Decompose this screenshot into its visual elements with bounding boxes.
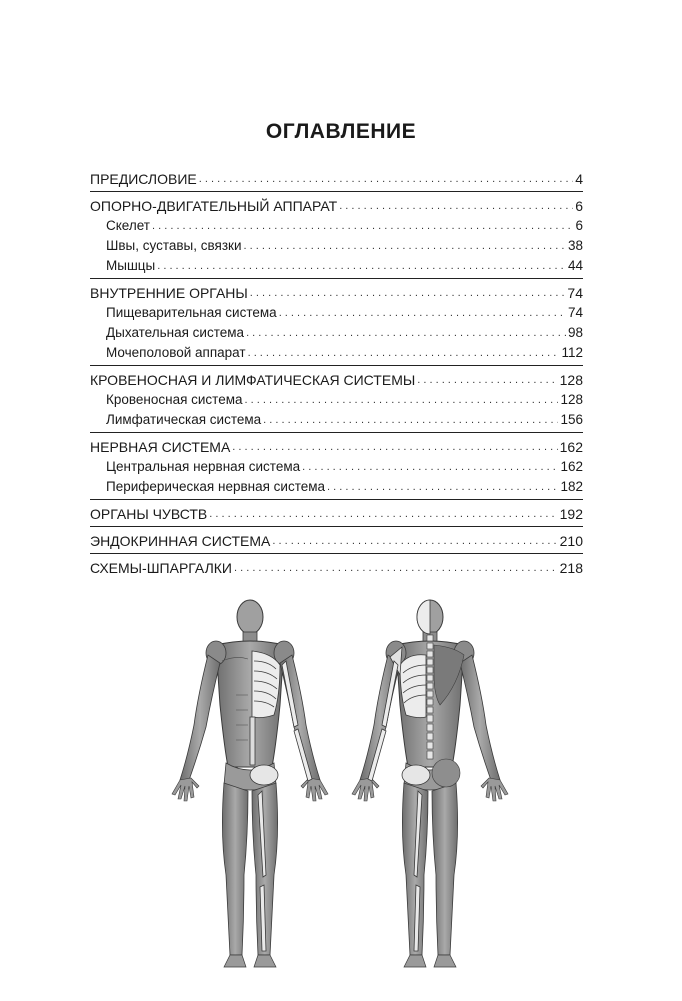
toc-label: Периферическая нервная система	[106, 479, 326, 494]
toc-label: НЕРВНАЯ СИСТЕМА	[90, 439, 231, 455]
anatomy-illustration	[140, 585, 540, 985]
toc-subsection[interactable]	[90, 215, 583, 235]
toc-section[interactable]	[90, 557, 583, 577]
toc-subsection[interactable]	[90, 389, 583, 409]
dot-leader	[417, 371, 557, 389]
section-divider	[90, 526, 583, 527]
dot-leader	[199, 170, 573, 188]
toc-label: ПРЕДИСЛОВИЕ	[90, 171, 197, 187]
dot-leader	[234, 559, 558, 577]
dot-leader	[263, 411, 558, 429]
toc-label: ВНУТРЕННИЕ ОРГАНЫ	[90, 285, 248, 301]
dot-leader	[279, 304, 566, 322]
toc-label: ОПОРНО-ДВИГАТЕЛЬНЫЙ АППАРАТ	[90, 198, 338, 214]
toc-subsection[interactable]	[90, 456, 583, 476]
dot-leader	[272, 532, 557, 550]
toc-page-number: 210	[559, 533, 583, 549]
table-of-contents	[90, 168, 583, 577]
dot-leader	[246, 324, 566, 342]
toc-subsection[interactable]	[90, 235, 583, 255]
toc-label: Кровеносная система	[106, 392, 243, 407]
dot-leader	[152, 217, 573, 235]
toc-page-number: 128	[559, 372, 583, 388]
toc-section[interactable]	[90, 168, 583, 188]
toc-page-number: 162	[560, 459, 583, 474]
toc-label: КРОВЕНОСНАЯ И ЛИМФАТИЧЕСКАЯ СИСТЕМЫ	[90, 372, 416, 388]
toc-label: Швы, суставы, связки	[106, 238, 242, 253]
dot-leader	[243, 237, 565, 255]
section-divider	[90, 432, 583, 433]
toc-subsection[interactable]	[90, 322, 583, 342]
toc-section[interactable]	[90, 436, 583, 456]
dot-leader	[209, 505, 557, 523]
toc-subsection[interactable]	[90, 476, 583, 496]
toc-label: Дыхательная система	[106, 325, 245, 340]
toc-label: Лимфатическая система	[106, 412, 262, 427]
section-divider	[90, 553, 583, 554]
dot-leader	[245, 391, 559, 409]
toc-page-number: 6	[575, 198, 583, 214]
toc-section[interactable]	[90, 530, 583, 550]
toc-page-number: 112	[561, 345, 583, 360]
section-divider	[90, 191, 583, 192]
toc-page-number: 156	[560, 412, 583, 427]
toc-section[interactable]	[90, 195, 583, 215]
toc-page-number: 98	[567, 325, 583, 340]
toc-label: Скелет	[106, 218, 150, 233]
section-divider	[90, 365, 583, 366]
toc-page-number: 192	[559, 506, 583, 522]
toc-subsection[interactable]	[90, 409, 583, 429]
toc-page-number: 128	[560, 392, 583, 407]
dot-leader	[157, 257, 566, 275]
toc-page-number: 38	[567, 238, 583, 253]
toc-label: Пищеварительная система	[106, 305, 277, 320]
toc-subsection[interactable]	[90, 342, 583, 362]
toc-subsection[interactable]	[90, 302, 583, 322]
toc-section[interactable]	[90, 369, 583, 389]
dot-leader	[232, 438, 557, 456]
toc-subsection[interactable]	[90, 255, 583, 275]
toc-label: СХЕМЫ-ШПАРГАЛКИ	[90, 560, 232, 576]
toc-label: Мочеполовой аппарат	[106, 345, 246, 360]
dot-leader	[302, 458, 558, 476]
dot-leader	[327, 478, 558, 496]
toc-page-number: 4	[575, 171, 583, 187]
section-divider	[90, 278, 583, 279]
human-anatomy-icon	[140, 585, 540, 985]
toc-label: ЭНДОКРИННАЯ СИСТЕМА	[90, 533, 271, 549]
toc-label: Мышцы	[106, 258, 156, 273]
toc-page-number: 162	[559, 439, 583, 455]
toc-label: ОРГАНЫ ЧУВСТВ	[90, 506, 208, 522]
dot-leader	[248, 344, 560, 362]
section-divider	[90, 499, 583, 500]
toc-section[interactable]	[90, 282, 583, 302]
toc-label: Центральная нервная система	[106, 459, 301, 474]
toc-page-number: 74	[567, 285, 583, 301]
toc-page-number: 182	[560, 479, 583, 494]
toc-section[interactable]	[90, 503, 583, 523]
toc-page-number: 218	[559, 560, 583, 576]
toc-page-number: 44	[567, 258, 583, 273]
toc-page-number: 6	[575, 218, 583, 233]
toc-page-number: 74	[567, 305, 583, 320]
dot-leader	[339, 197, 573, 215]
dot-leader	[250, 284, 566, 302]
page-title: ОГЛАВЛЕНИЕ	[265, 120, 417, 143]
